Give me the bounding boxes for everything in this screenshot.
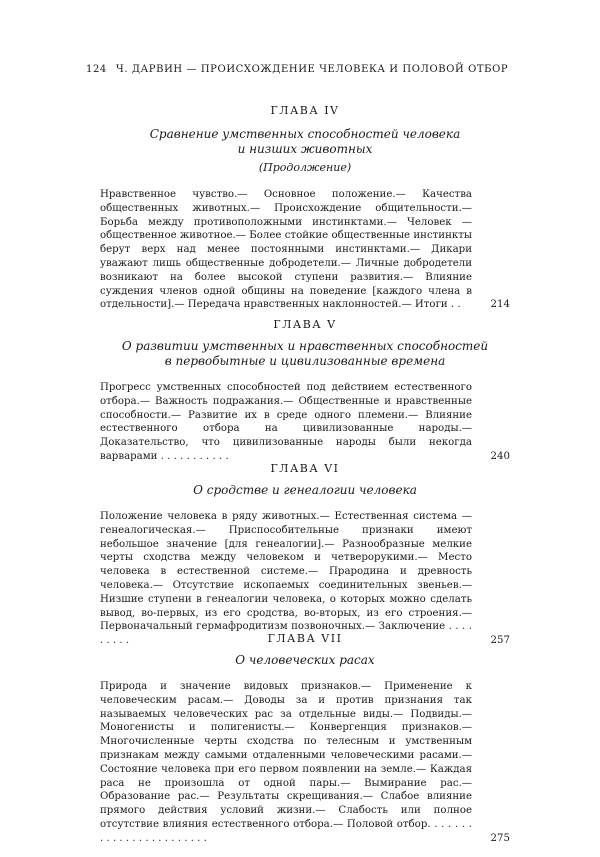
chapter-subtitle: Сравнение умственных способностей человека (149, 127, 461, 141)
chapter-summary (100, 188, 510, 312)
chapter-summary (100, 680, 510, 846)
chapter-summary-text: Природа и значение видовых признаков.— Применение к человеческим расам.— Доводы за и против признания так называемых человеческих рас за отдельные виды.— Подвиды.— Моногенисты и полигенисты.— Конвергенция признаков.— Многочисленные черты сходства по телесным и умственным признакам между самыми отдаленными человеческими расами.— Состояние человека при его первом появлении на земле.— Каждая раса не произошла от одной пары.— Вымирание рас.— Образование рас.— Результаты скрещивания.— Слабое влияние прямого действия условий жизни.— Слабость или полное отсутствие влияния естественного отбора.— Половой отбор. . . . . . . . . . . . . . . . . . . . . . . . (100, 681, 472, 844)
chapter-4 (100, 104, 510, 312)
chapter-6 (100, 462, 510, 648)
chapter-summary (100, 510, 510, 648)
running-header (86, 64, 509, 78)
chapter-summary-text: Положение человека в ряду животных.— Естественная система — генеалогическая.— Приспособительные признаки имеют небольшое значение [для генеалогии].— Разнообразные мелкие черты сходства между человеком и четверорукими.— Место человека в естественной системе.— Прародина и древность человека.— Отсутствие ископаемых соединительных звеньев.— Низшие ступени в генеалогии человека, о которых можно сделать вывод, во-первых, из его сродства, во-вторых, из его строения.— Первоначальный гермафродитизм позвоночных.— Заключение . . . . . . . . . (100, 511, 472, 647)
chapter-summary-text: Прогресс умственных способностей под действием естественного отбора.— Важность подражания.— Общественные и нравственные способности.— Развитие их в среде одного племени.— Влияние естественного отбора на цивилизованные народы.— Доказательство, что цивилизованные народы были некогда варварами . . . . . . . . . . . (100, 382, 472, 462)
chapter-page-ref[interactable]: 214 (490, 299, 510, 311)
chapter-subtitle-line-2: и низших животных (237, 142, 373, 156)
chapter-subtitle: О человеческих расах (235, 653, 375, 667)
running-title: Ч. ДАРВИН — ПРОИСХОЖДЕНИЕ ЧЕЛОВЕКА И ПОЛОВОЙ ОТБОР (116, 64, 509, 75)
chapter-subtitle: О сродстве и генеалогии человека (193, 483, 417, 497)
page-number: 124 (86, 64, 107, 75)
chapter-subtitle-line-2: в первобытные и цивилизованные времена (164, 354, 446, 368)
chapter-page-ref[interactable]: 257 (490, 635, 510, 647)
chapter-summary-text: Нравственное чувство.— Основное положение.— Качества общественных животных.— Происхождение общительности.— Борьба между противоположными инстинктами.— Человек — общественное животное.— Более стойкие общественные инстинкты берут верх над менее постоянными инстинктами.— Дикари уважают лишь общественные добродетели.— Личные добродетели возникают на более высокой ступени развития.— Влияние суждения членов одной общины на поведение [каждого члена в отдельности].— Передача нравственных наклонностей.— Итоги . . (100, 189, 472, 311)
chapter-title: ГЛАВА IV (270, 104, 340, 117)
chapter-7 (100, 632, 510, 846)
chapter-5 (100, 318, 510, 464)
chapter-page-ref[interactable]: 240 (490, 450, 510, 462)
chapter-page-ref[interactable]: 275 (490, 832, 510, 844)
chapter-summary (100, 381, 510, 464)
chapter-title: ГЛАВА V (273, 318, 337, 331)
chapter-title: ГЛАВА VII (267, 632, 343, 645)
chapter-continuation: (Продолжение) (258, 161, 352, 174)
chapter-subtitle: О развитии умственных и нравственных способностей (121, 339, 489, 353)
chapter-title: ГЛАВА VI (270, 462, 340, 475)
